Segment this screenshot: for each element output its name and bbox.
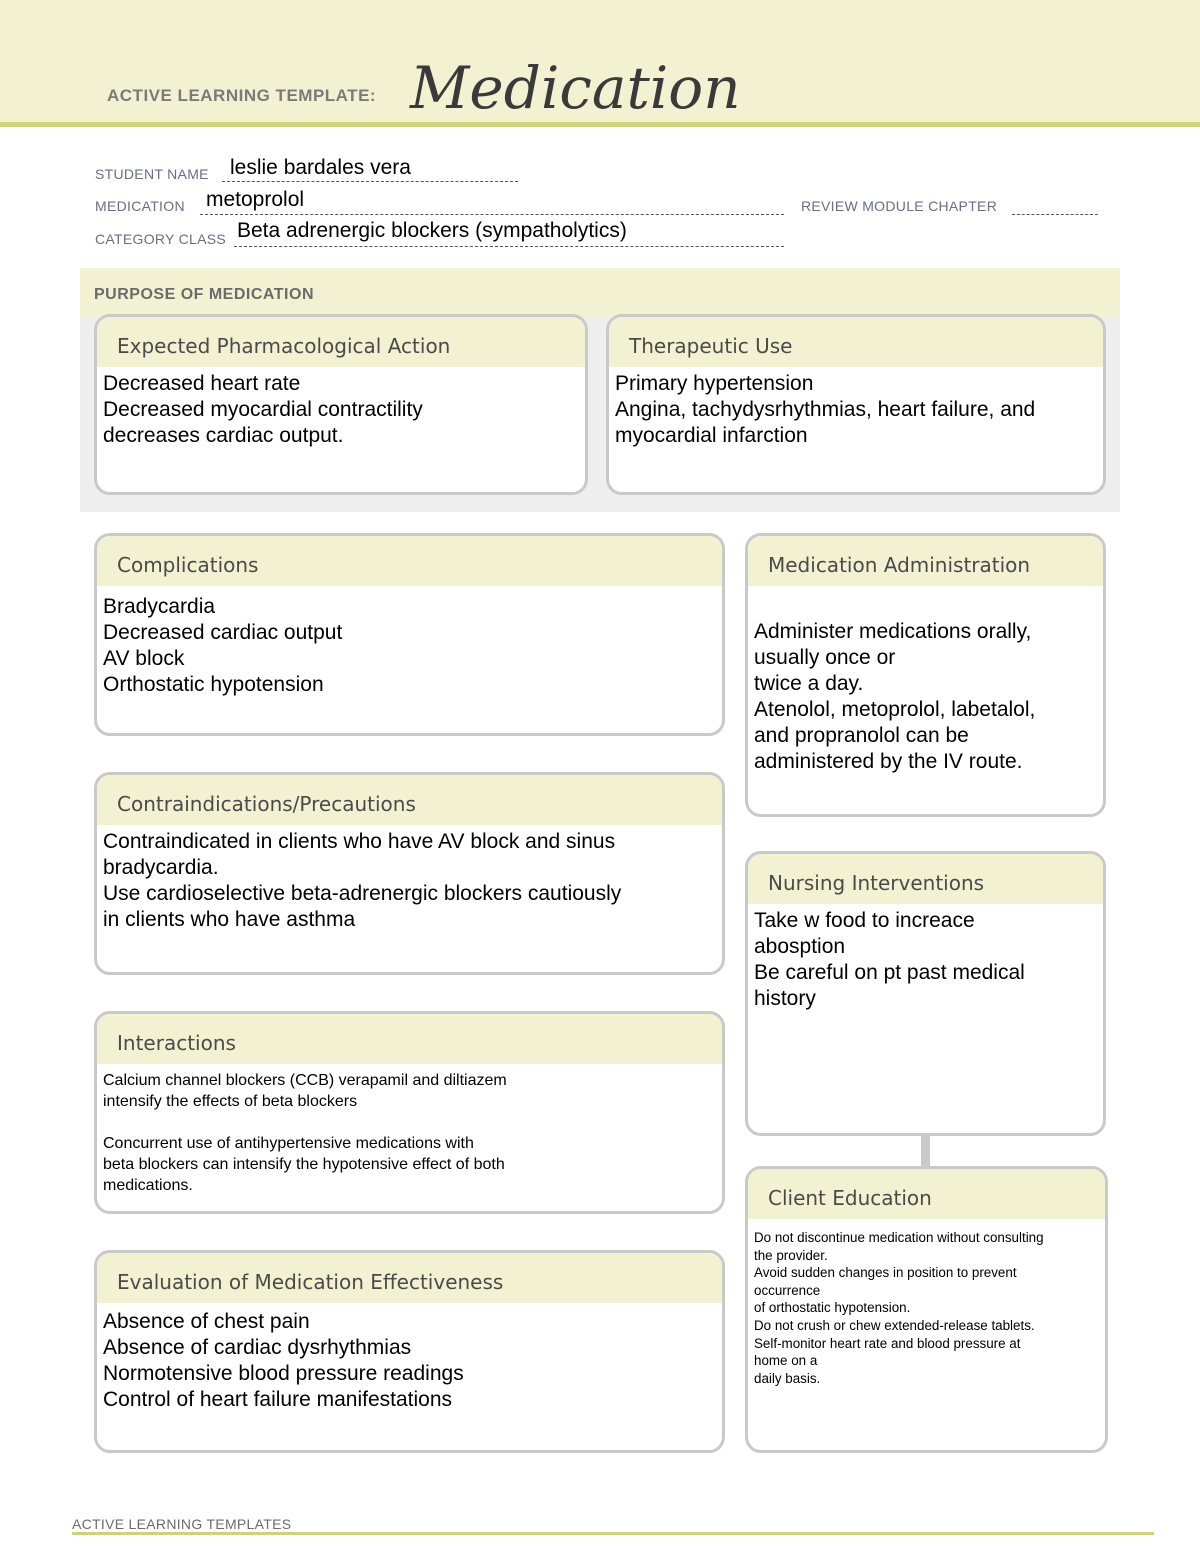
client-education-title: Client Education <box>748 1169 1105 1219</box>
client-education-text[interactable]: Do not discontinue medication without consulting the provider. Avoid sudden changes in position to prevent occurrence of orthostatic hypotension. Do not crush or chew extended-release tablets. Self-monitor heart rate and blood pressure at home on a daily basis. <box>754 1230 1044 1386</box>
contraindications-title: Contraindications/Precautions <box>97 775 722 825</box>
medication-administration-title: Medication Administration <box>748 536 1103 586</box>
expected-action-box <box>94 314 588 495</box>
connector-bar <box>921 1136 930 1166</box>
student-name-field[interactable]: leslie bardales vera <box>230 156 411 179</box>
template-label: ACTIVE LEARNING TEMPLATE: <box>107 86 377 105</box>
footer-divider <box>72 1532 1154 1535</box>
interactions-title: Interactions <box>97 1014 722 1064</box>
medication-label: MEDICATION <box>95 198 185 214</box>
evaluation-box <box>94 1250 725 1453</box>
complications-box <box>94 533 725 736</box>
expected-action-title: Expected Pharmacological Action <box>97 317 585 367</box>
student-name-underline <box>222 181 518 182</box>
purpose-label: PURPOSE OF MEDICATION <box>94 286 314 303</box>
therapeutic-use-box <box>606 314 1106 495</box>
therapeutic-use-text[interactable]: Primary hypertension Angina, tachydysrhythmias, heart failure, and myocardial infarction <box>615 372 1036 447</box>
interactions-box <box>94 1011 725 1214</box>
nursing-interventions-box <box>745 851 1106 1136</box>
therapeutic-use-title: Therapeutic Use <box>609 317 1103 367</box>
expected-action-text[interactable]: Decreased heart rate Decreased myocardial contractility decreases cardiac output. <box>103 372 423 447</box>
category-class-label: CATEGORY CLASS <box>95 231 227 247</box>
review-module-label: REVIEW MODULE CHAPTER <box>801 198 998 214</box>
footer-label: ACTIVE LEARNING TEMPLATES <box>72 1516 292 1532</box>
contraindications-box <box>94 772 725 975</box>
category-class-underline <box>234 246 784 247</box>
review-module-field[interactable] <box>1012 214 1098 215</box>
nursing-interventions-text[interactable]: Take w food to increace abosption Be careful on pt past medical history <box>754 909 1025 1010</box>
contraindications-text[interactable]: Contraindicated in clients who have AV block and sinus bradycardia. Use cardioselective beta-adrenergic blockers cautiously in clients who have asthma <box>103 830 622 931</box>
medication-underline <box>200 214 784 215</box>
evaluation-text[interactable]: Absence of chest pain Absence of cardiac dysrhythmias Normotensive blood pressure readings Control of heart failure manifestations <box>103 1310 464 1411</box>
student-name-label: STUDENT NAME <box>95 166 209 182</box>
evaluation-title: Evaluation of Medication Effectiveness <box>97 1253 722 1303</box>
template-title: Medication <box>410 54 741 122</box>
medication-administration-text[interactable]: Administer medications orally, usually once or twice a day. Atenolol, metoprolol, labetalol, and propranolol can be administered by the IV route. <box>754 620 1036 773</box>
medication-field[interactable]: metoprolol <box>206 188 305 211</box>
interactions-text[interactable]: Calcium channel blockers (CCB) verapamil and diltiazem intensify the effects of beta blockers Concurrent use of antihypertensive medications with beta blockers can intensify the hypotensive effect of both medications. <box>103 1072 507 1194</box>
complications-title: Complications <box>97 536 722 586</box>
header-divider <box>0 122 1200 127</box>
medication-administration-box <box>745 533 1106 817</box>
client-education-box <box>745 1166 1108 1453</box>
nursing-interventions-title: Nursing Interventions <box>748 854 1103 904</box>
complications-text[interactable]: Bradycardia Decreased cardiac output AV block Orthostatic hypotension <box>103 595 343 696</box>
category-class-field[interactable]: Beta adrenergic blockers (sympatholytics) <box>237 219 627 242</box>
